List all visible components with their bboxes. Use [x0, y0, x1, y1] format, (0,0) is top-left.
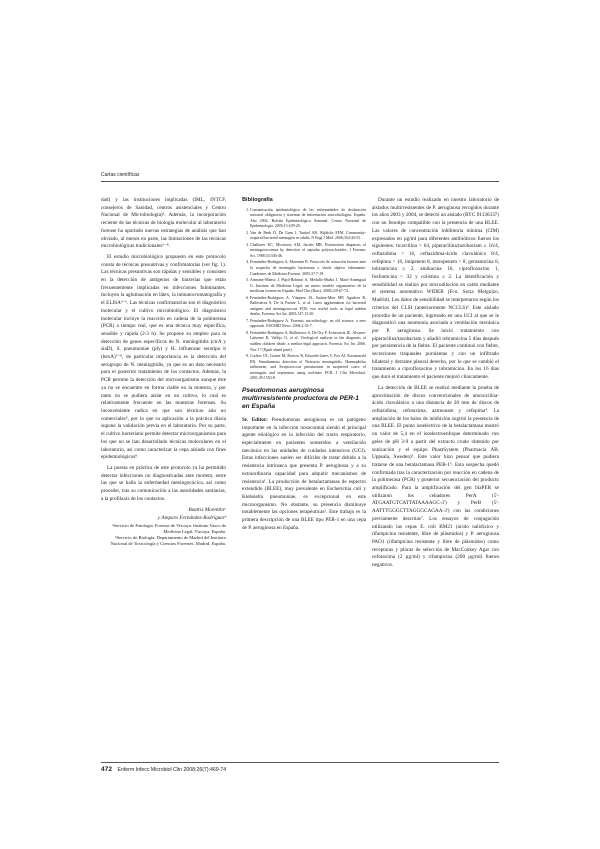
paragraph: La puesta en práctica de este protocolo ya ha permitido detectar infecciones no diagnosticadas ante mortem, entre las que se halla la enfermedad meningocócica, así como proceder, tras su comunicación a las autoridades sanitarias, a la profilaxis de los contactos. [101, 464, 226, 502]
editor-salutation: Sr. Editor: [242, 416, 268, 423]
bibliography-title: Bibliografía [242, 197, 273, 203]
column-1 [101, 197, 226, 548]
journal-citation: Enferm Infecc Microbiol Clin 2008;26(7):469-74 [117, 767, 227, 773]
reference-item: 7. Fernández-Rodríguez A. Forensic microbiology: an old science, a new approach. ESCMID News. 2004;2:35-7. [250, 319, 366, 330]
reference-item: 1. Comunicación epidemiológica de las enfermedades de declaración nacional obligatoria y sistemas de información microbiológica. España. Año 2004. Boletín Epidemiológico Semanal. Centro Nacional de Epidemiología. 2005;13:109-20. [250, 208, 366, 230]
header-rule [101, 181, 499, 182]
reference-item: 4. Fernández-Rodríguez A, Morentin B. Protocolo de actuación forense ante la sospecha de meningitis bacteriana y shock séptico fulminante. Cuadernos de Medicina Forense. 2005;37:7-19. [250, 260, 366, 277]
author-2: y Amparo Fernández-Rodríguezᵇ [158, 515, 226, 522]
section-label: Cartas científicas [101, 172, 140, 178]
page-number: 472 [101, 766, 113, 773]
footer [101, 766, 226, 773]
paragraph: Durante un estudio realizado en nuestro laboratorio de aislados multirresistentes de P. aeruginosa recogidos durante los años 2003 y 2004, se detectó un aislado (RYC 01136337) con un fenotipo compatible con la presencia de una BLEE. Las valores de concentración inhibitoria mínima (CIM) expresados en µg/ml para diferentes antibióticos fueron los siguientes: ticarcilina > 64, piperacilina/tazobactam ≤ 16/4, ceftazidima > 16, ceftazidima-ácido clavulánico 8/4, cefepima > 16, imipenem 8, meropenem > 8, gentamicina 8, tobramicina ≤ 2, amikacina 16, ciprofloxacino 1, fosfomicina > 32 y colistina ≤ 2. La identificación y sensibilidad se realizó por microdilución en caldo mediante el sistema automático WIDER (Fco. Soria Melguizo, Madrid). Los datos de sensibilidad se interpretaron según los criterios del CLSI (anteriormente NCCLS)³. Este aislado procedía de un paciente, ingresado en una UCI al que se le diagnosticó una neumonía asociada a ventilación mecánica por P. aeruginosa. Se inició tratamiento con piperacilina/tazobactam y añadió tobramicina 5 días después por persistencia de la fiebre. El paciente continuó con fiebre, secreciones traqueales purulentas y con un infiltrado bilateral y derrame pleural derecho, por lo que se cambió el tratamiento a ciprofloxacino y tobramicina. En los 16 días que duró el tratamiento el paciente mejoró clínicamente. [372, 197, 499, 381]
footer-rule [101, 762, 499, 763]
reference-item: 6. Fernández-Rodríguez A, Vázquez JA, Suárez-Mier MP, Aguilera B, Ballesteros S, De la Fuente L, et al. Latex agglutination for bacterial antigens and meningococcus PCR: two useful tools in legal sudden deaths. Forensic Sci Int. 2005;147:13-20. [250, 296, 366, 318]
letter-body: Pseudomonas aeruginosa es un patógeno importante en la infección nosocomial siendo el principal agente etiológico en la infección del tracto respiratorio, especialmente en pacientes sometidos a ventilación mecánica en las unidades de cuidados intensivos (UCI). Estas infecciones suelen ser difíciles de tratar debido a la resistencia intrínseca que presenta P. aeruginosa y a su extraordinaria capacidad para adquirir mecanismos de resistencia¹. La producción de betalactamasas de espectro extendido (BLEE), muy prevalente en Escherichia coli y Klebsiella pneumoniae, es excepcional en este microorganismo. No obstante, su presencia disminuye notablemente las opciones terapéuticas². Este trabajo es la primera descripción de una BLEE tipo PER-1 en una cepa de P. aeruginosa en España. [242, 416, 366, 531]
reference-item: 8. Fernández-Rodríguez A, Ballesteros S, De Ory F, Echevarría JE, Álvarez-Lafuente R, Vallejo G, et al. Virological analysis in the diagnosis of sudden children death: a medico-legal approach. Forensic Sci Int. 2006. Nov 17 (Epub ahead print). [250, 331, 366, 353]
reference-item: 9. Corless CE, Guiver M, Borrow R, Edwards-Jones V, Fox AJ, Kaczmarski EB. Simultaneous detection of Neisseria meningitidis, Haemophilus influenzae, and Streptococcus pneumoniae in suspected cases of meningitis and septicemia using real-time PCR. J Clin Microbiol. 2001;39:1553-8. [250, 354, 366, 382]
column-2 [242, 197, 366, 535]
affiliation-b: ᵇServicio de Biología. Departamento de Madrid del Instituto Nacional de Toxicología y Ciencias Forenses. Madrid. España. [110, 535, 226, 547]
column-3 [372, 197, 499, 573]
paragraph: La detección de BLEE se realizó mediante la prueba de aproximación de discos convencionales de amoxicilina-ácido clavulánico a una distancia de 20 mm de discos de ceftazidima, cefotaxima, aztreonam y cefepima⁴. La ampliación de los halos de inhibición sugirió la presencia de una BLEE. El punto isoeléctrico de la betalactamasa mostró un valor de 5,4 en el isoelectroenfoque determinado con geles de pH 3-9 a partir del extracto crudo obtenido por sonicación y el equipo PhastSystem (Pharmacia AB, Uppsala, Sweden)⁵. Este valor hizo pensar que pudiera tratarse de una betalactamasa PER-1⁶. Esta sospecha quedó confirmada tras la caracterización por reacción en cadena de la polimerasa (PCR) y posterior secuenciación del producto amplificado. Para la amplificación del gen blaPER se utilizaron los cebadores PerA (5'-ATGAATGTCATTATAAAAGC-3') y PerB (5'-AATTTGGGCTTAGGGCAGAA-3') con las condiciones previamente descritas⁷. Los ensayos de conjugación utilizando las cepas E. coli BM21 (ácido nalidíxico y rifampicina resistente, libre de plásmidos) y P. aeruginosa PAO1 (rifampicina resistente y libre de plásmidos) como receptoras y placas de selección de MacConkey Agar con cefotaxima (2 µg/ml) y rifampicina (200 µg/ml) fueron negativos. [372, 384, 499, 569]
paragraph: dad) y las instituciones implicadas (IML, INTCF, consejeros de Sanidad, centros asistenciales y Centro Nacional de Microbiología)³. Además, la incorporación reciente de las técnicas de biología molecular al laboratorio forense ha aportado nuevas estrategias de análisis que han obviado, al menos en parte, las limitaciones de las técnicas microbiológicas tradicionales⁶⁻⁸. [101, 197, 226, 250]
reference-list [242, 208, 366, 382]
affiliation-a: ᵃServicio de Patología. Forense de Vizcaya. Instituto Vasco de Medicina Legal. Vizcaya. España. [112, 522, 226, 535]
letter-title: Pseudomonas aeruginosa multirresistente productora de PER-1 en España [242, 386, 359, 410]
paragraph: El estudio microbiológico propuesto en este protocolo consta de técnicas presuntivas y confirmatorias (ver fig. 1). Las técnicas presuntivas son rápidas y sensibles y consisten en la detección de antígenos de bacterias que están frecuentemente implicadas en infecciones fulminantes. Incluyen la aglutinación en látex, la inmunocromatografía y el ELISA³⁻⁶. Las técnicas confirmatorias son el diagnóstico molecular y el cultivo microbiológico. El diagnóstico molecular incluye la reacción en cadena de la polimerasa (PCR) a tiempo real, que es una técnica muy específica, sensible y rápida (2-3 h). Se propone su empleo para la detección de genes específicos de N. meningitidis (ctrA y siaD), S. pneumoniae (ply) y H. influenzae serotipo b (bexA)⁷⁻⁸, de particular importancia es la detección del serogrupo de N. meningitidis, ya que es un dato necesario para el posterior tratamiento de los contactos. Además, la PCR permite la detección del microorganismo aunque éste ya no se encuentre en forma viable en la muestra, y por tanto no se pudiera aislar en un cultivo, lo cual es relativamente frecuente en las muestras forenses. Su inconveniente radica en que son técnicas aún no comerciales⁹, por lo que su aplicación a la práctica diaria supone la validación previa en el laboratorio. Por su parte, el cultivo bacteriano permite detectar microorganismos para los que no se han desarrollado técnicas moleculares en el laboratorio, así como caracterizar la cepa aislada con fines epidemiológicos⁸. [101, 253, 226, 461]
author-1: Beatriz Morentinᵃ [188, 507, 226, 514]
reference-item: 2. Van de Beek D, De Gans J, Tunkel AR, Wijdicks EFM. Community-acquired bacterial meningitis in adults. N Engl J Med. 2006;354:44-53. [250, 231, 366, 242]
reference-item: 3. Challoner KC, Morrissey AM, Jacobs MB. Postmortem diagnosis of meningococcemia by detection of capsular polysaccharides. J Forensic Sci. 1988;33:336-46. [250, 243, 366, 260]
reference-item: 5. Arimany-Manso J, Pujol-Robinat A, Medallo-Muñiz J, Martí-Amengual G. Instituto de Medicina Legal: un nuevo modelo organizativo de la medicina forense en España. Med Clin (Barc). 2008;129:67-74. [250, 278, 366, 295]
letter-paragraph [242, 417, 366, 533]
